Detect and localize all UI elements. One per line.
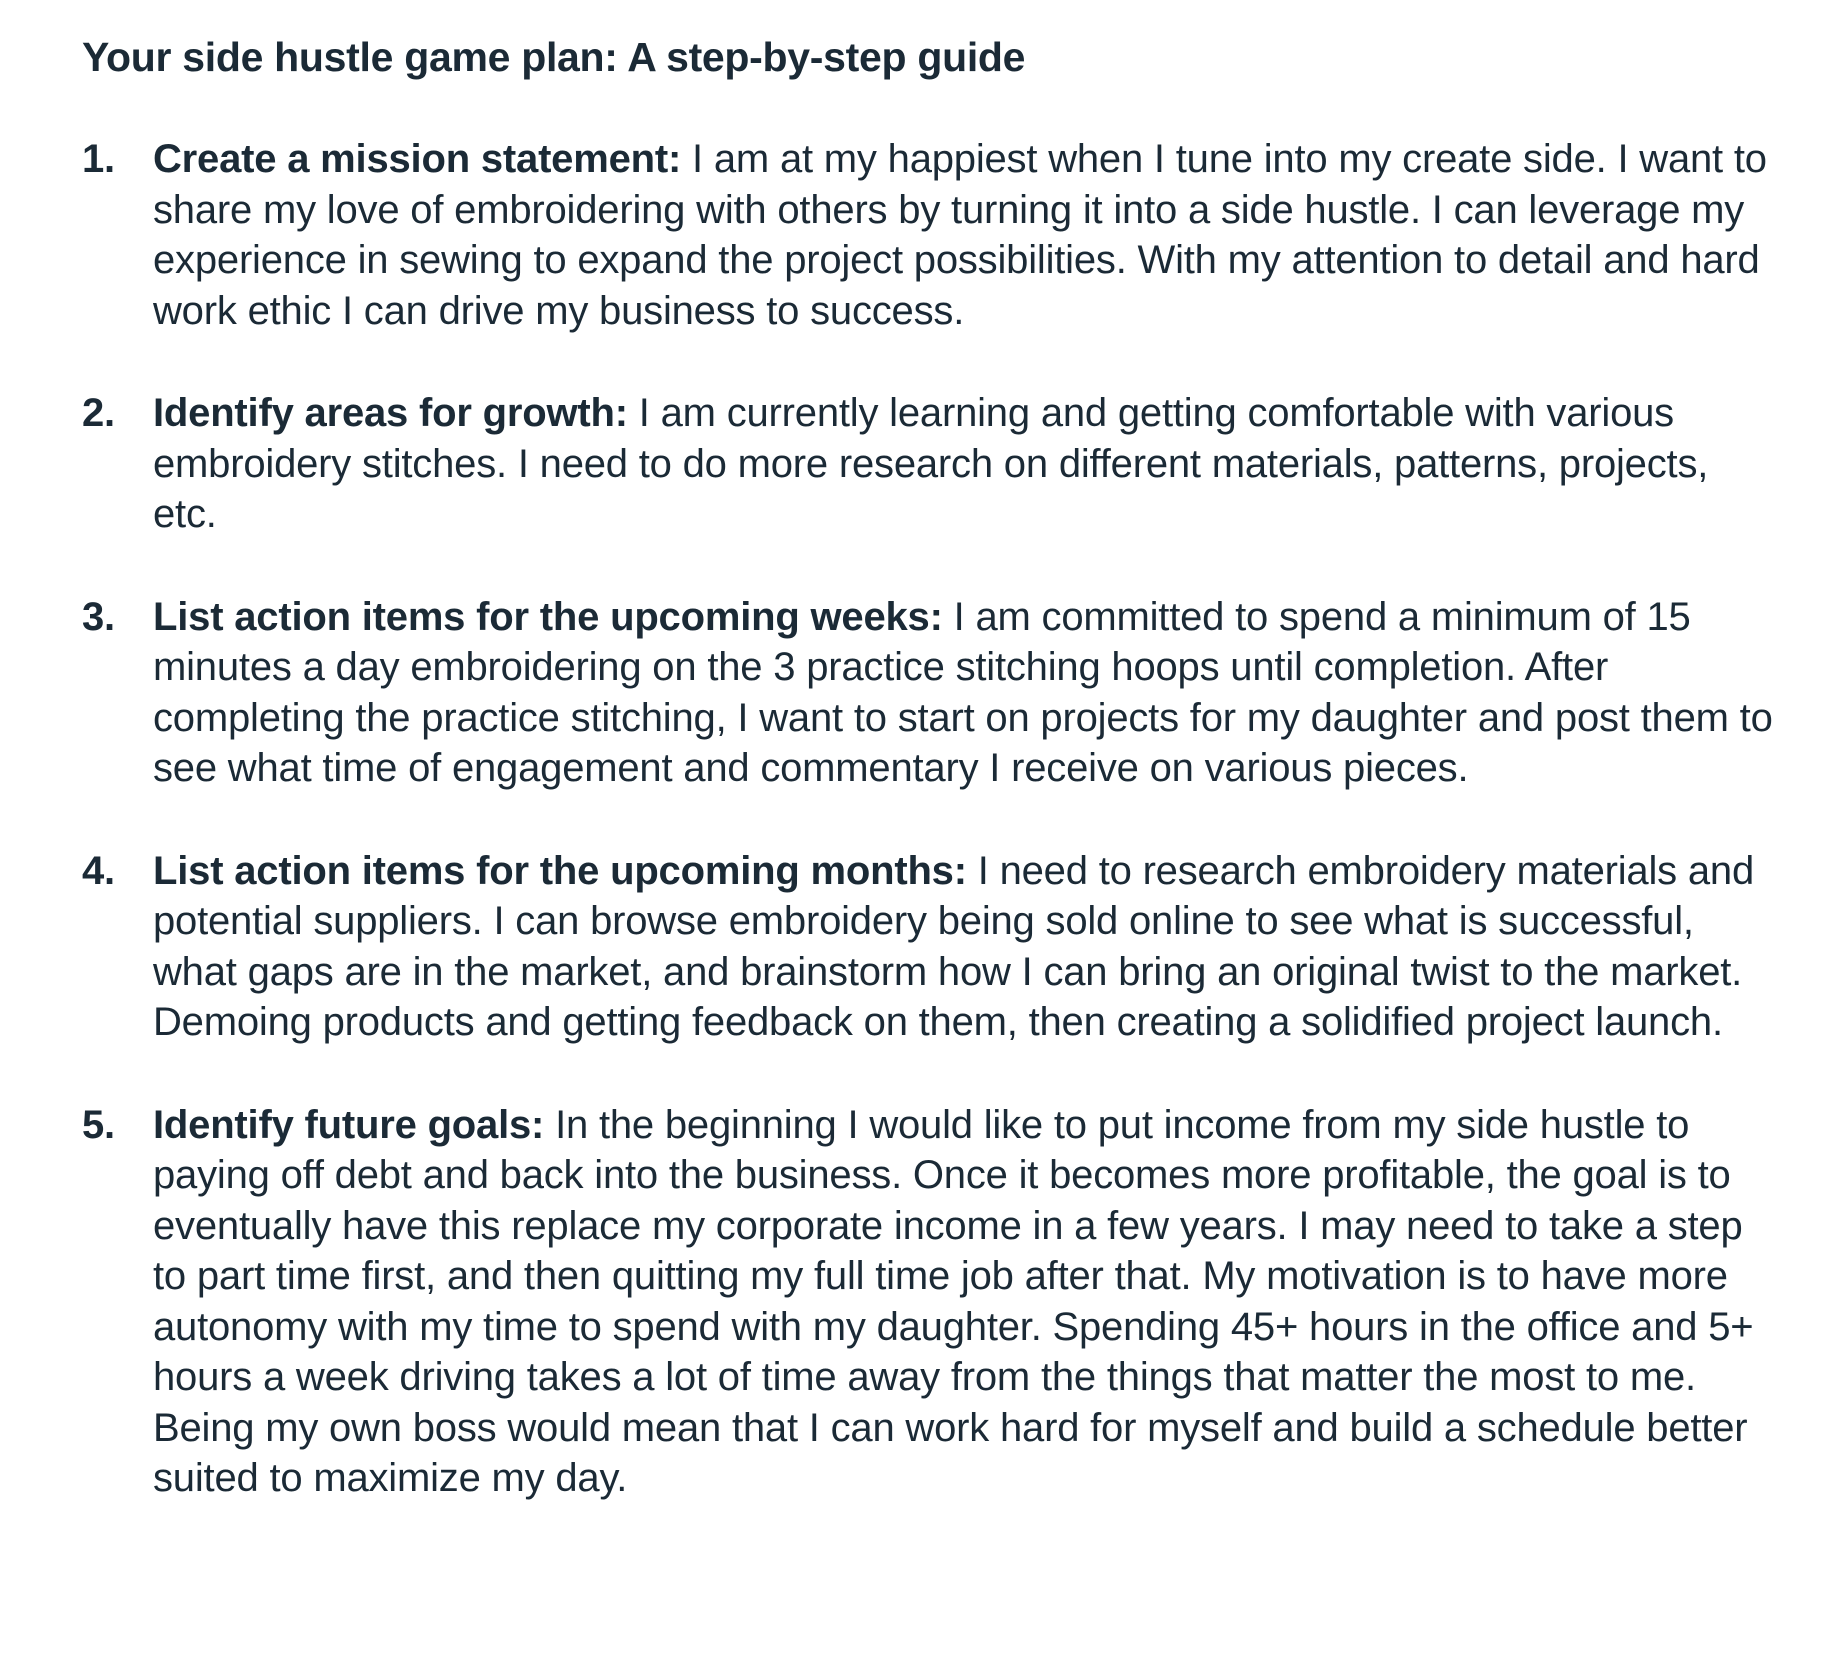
page-title: Your side hustle game plan: A step-by-step guide: [82, 34, 1026, 80]
steps-list: [82, 134, 1782, 1504]
step-item-future-goals: [82, 1100, 1782, 1504]
step-item-mission-statement: [82, 134, 1782, 336]
step-heading: List action items for the upcoming weeks:: [153, 594, 954, 639]
step-text: I am committed to spend a minimum of 15 minutes a day embroidering on the 3 practice stitching hoops until completion. After completing the practice stitching, I want to start on projects for my daughter and post them to see what time of engagement and commentary I receive on various pieces.: [153, 594, 1773, 790]
step-item-upcoming-weeks: [82, 592, 1782, 794]
step-item-areas-for-growth: [82, 388, 1782, 540]
document-page: [82, 30, 1782, 1556]
step-heading: List action items for the upcoming months:: [153, 848, 978, 893]
step-heading: Identify future goals:: [153, 1102, 556, 1147]
step-text: I am currently learning and getting comfortable with various embroidery stitches. I need to do more research on different materials, patterns, projects, etc.: [153, 391, 1709, 536]
step-number: 3.: [82, 594, 115, 639]
step-item-upcoming-months: [82, 846, 1782, 1048]
step-number: 4.: [82, 848, 115, 893]
step-text: In the beginning I would like to put income from my side hustle to paying off debt and back into the business. Once it becomes more profitable, the goal is to eventually have this replace my corporate income in a few years. I may need to take a step to part time first, and then quitting my full time job after that. My motivation is to have more autonomy with my time to spend with my daughter. Spending 45+ hours in the office and 5+ hours a week driving takes a lot of time away from the things that matter the most to me. Being my own boss would mean that I can work hard for myself and build a schedule better suited to maximize my day.: [153, 1102, 1754, 1500]
step-heading: Create a mission statement:: [153, 137, 693, 181]
step-number: 2.: [82, 391, 115, 435]
step-text: I need to research embroidery materials and potential suppliers. I can browse embroidery being sold online to see what is successful, what gaps are in the market, and brainstorm how I can bring an original twist to the market. Demoing products and getting feedback on them, then creating a solidified project launch.: [153, 848, 1755, 1044]
step-number: 5.: [82, 1102, 115, 1147]
step-heading: Identify areas for growth:: [153, 391, 639, 435]
step-number: 1.: [82, 137, 115, 181]
step-text: I am at my happiest when I tune into my create side. I want to share my love of embroidering with others by turning it into a side hustle. I can leverage my experience in sewing to expand the project possibilities. With my attention to detail and hard work ethic I can drive my business to success.: [153, 137, 1767, 333]
